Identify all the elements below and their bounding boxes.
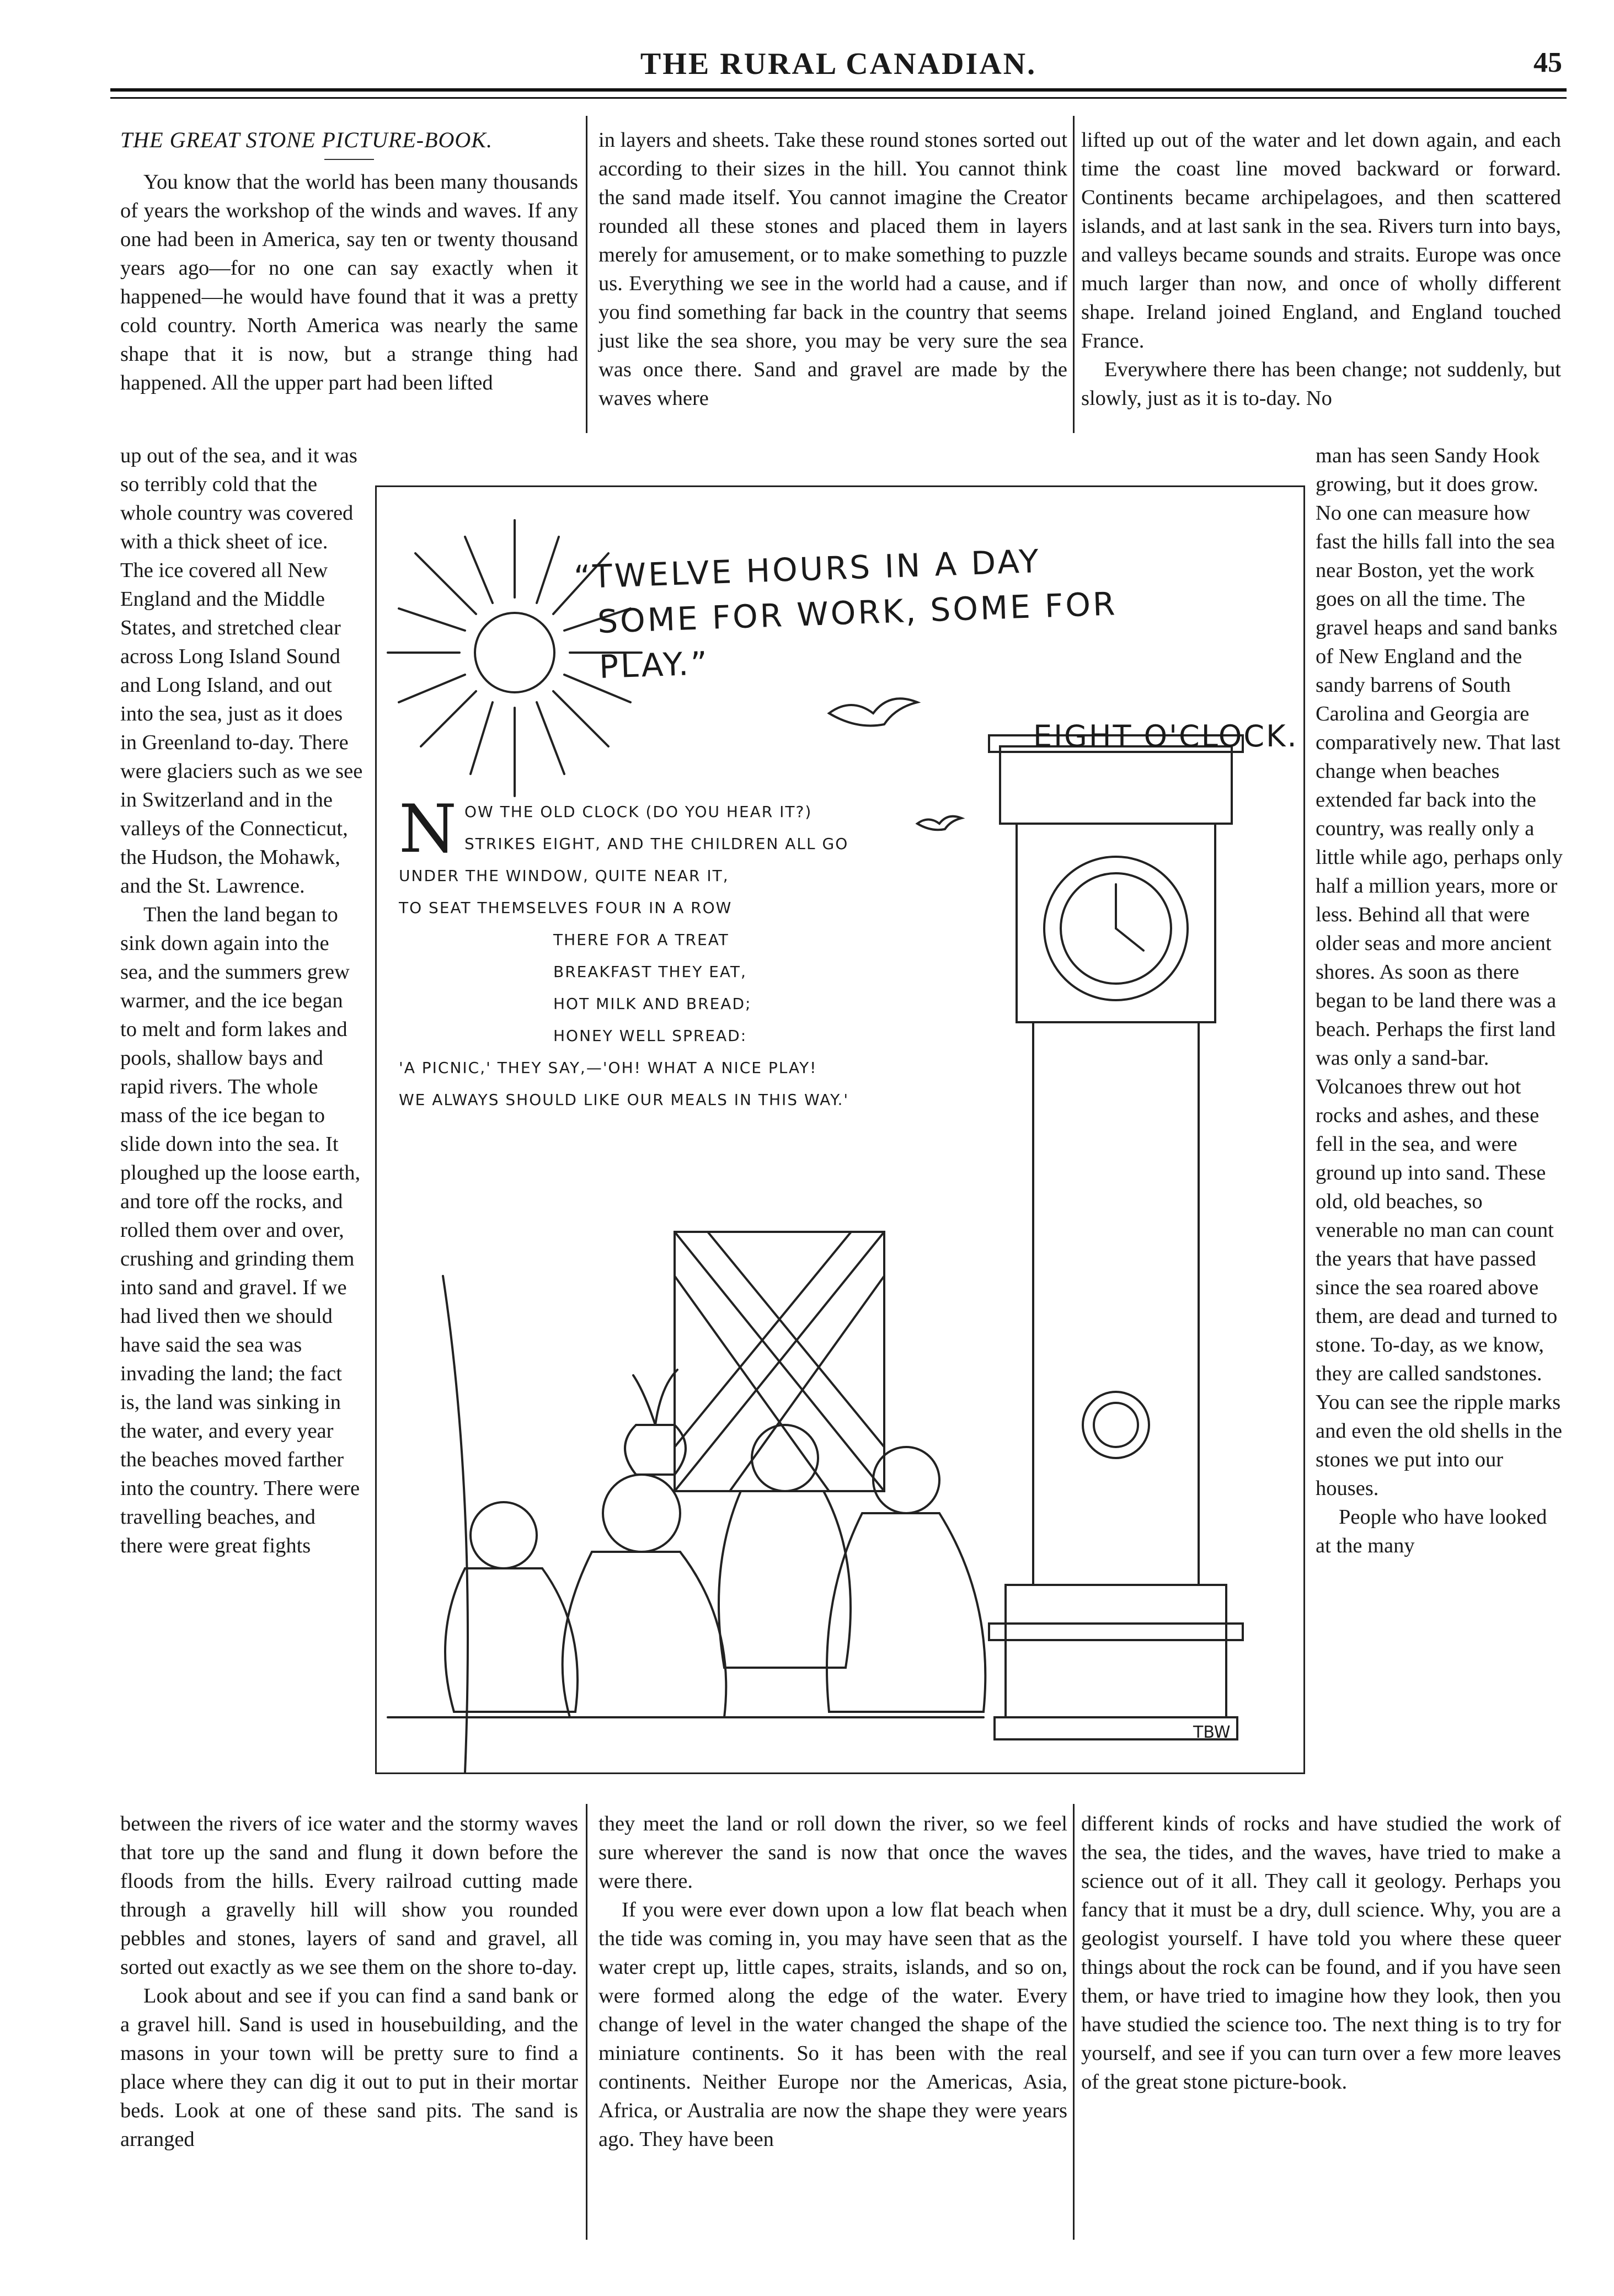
paragraph: lifted up out of the water and let down again, and each time the coast line moved backward or forward. Continents became archipelagoes, and then scattered islands, and at last sank in the sea. Rivers turn into bays, and valleys became sounds and straits. Europe was once much larger than now, and once of wholly different shape. Ireland joined England, and England touched France. — [1081, 129, 1561, 353]
column-divider-2-top — [1073, 116, 1075, 433]
paragraph: You know that the world has been many thousands of years the workshop of the winds and waves. If any one had been in America, say ten or twenty thousand years ago—for no one can say exactly when it happened—he would have found that it was a pretty cold country. North America was nearly the same shape that it is now, but a strange thing had happened. All the upper part had been lifted — [120, 170, 578, 394]
paragraph: man has seen Sandy Hook growing, but it does grow. No one can measure how fast the hills fall into the sea near Boston, yet the work goes on all the time. The gravel heaps and sand banks of New England and the sandy barrens of South Carolina and Georgia are comparatively new. That last change when beaches extended far back into the country, was really only a little while ago, perhaps only half a million years, more or less. Behind all that were older seas and more ancient shores. As soon as there began to be land there was a beach. Perhaps the first land was only a sand-bar. Volcanoes threw out hot rocks and ashes, and these fell in the sea, and were ground up into sand. These old, old beaches, so venerable no man can count the years that have passed since the sea roared above them, are dead and turned to stone. To-day, as we know, they are called sandstones. You can see the ripple marks and even the old shells in the stones we put into our houses. — [1316, 444, 1563, 1500]
page-number: 45 — [1533, 47, 1562, 78]
paragraph: in layers and sheets. Take these round stones sorted out according to their sizes in the hill. You cannot think the sand made itself. You cannot imagine the Creator rounded all these stones and placed them in layers merely for amusement, or to make something to puzzle us. Everything we see in the world had a cause, and if you find something far back in the country that seems just like the sea shore, you may be very sure the sea was once there. Sand and gravel are made by the waves where — [598, 129, 1067, 410]
poem-line: UNDER THE WINDOW, QUITE NEAR IT, — [399, 867, 729, 885]
paragraph: Look about and see if you can find a sand bank or a gravel hill. Sand is used in housebuilding, and the masons in your town will be pretty sure to find a place where they can dig it out to put in their mortar beds. Look at one of these sand pits. The sand is arranged — [120, 1984, 578, 2151]
header-rule — [110, 88, 1567, 92]
illustration-motto — [573, 536, 1129, 691]
poem-line: HOT MILK AND BREAD; — [553, 995, 752, 1013]
motto-line-2: SOME FOR WORK, SOME FOR PLAY.” — [597, 585, 1118, 686]
masthead-title: THE RURAL CANADIAN. — [640, 47, 1037, 81]
article-column-1-top — [120, 126, 578, 397]
illustration-poem — [399, 791, 995, 1116]
poem-line: OW THE OLD CLOCK (DO YOU HEAR IT?) — [464, 803, 813, 821]
children-drawing — [445, 1425, 985, 1717]
title-rule — [324, 159, 374, 160]
motto-line-1: “TWELVE HOURS IN A DAY — [573, 542, 1041, 596]
poem-line: 'A PICNIC,' THEY SAY,—'OH! WHAT A NICE PLAY! — [399, 1059, 817, 1077]
article-column-2-bottom — [598, 1809, 1067, 2154]
clock-caption: EIGHT O'CLOCK. — [1033, 719, 1298, 754]
window-drawing — [625, 1232, 884, 1491]
column-divider-2-bottom — [1073, 1804, 1075, 2240]
paragraph: up out of the sea, and it was so terribly cold that the whole country was covered with a thick sheet of ice. The ice covered all New England and the Middle States, and stretched clear across Long Island Sound and Long Island, and out into the sea, just as it does in Greenland to-day. There were glaciers such as we see in Switzerland and in the valleys of the Connecticut, the Hudson, the Mohawk, and the St. Lawrence. — [120, 444, 363, 898]
article-column-1-bottom — [120, 1809, 578, 2154]
illustration-frame — [375, 485, 1305, 1774]
column-divider-1-top — [586, 116, 587, 433]
article-column-3-narrow — [1316, 441, 1564, 1560]
bird-icon — [829, 698, 917, 725]
grandfather-clock-drawing — [989, 735, 1243, 1739]
article-title: THE GREAT STONE PICTURE-BOOK. — [120, 127, 493, 152]
poem-line: HONEY WELL SPREAD: — [553, 1027, 747, 1045]
article-column-2-top — [598, 126, 1067, 413]
page-header — [110, 46, 1567, 85]
paragraph: People who have looked at the many — [1316, 1505, 1547, 1557]
paragraph: they meet the land or roll down the river, so we feel sure wherever the sand is now that once the waves were there. — [598, 1812, 1067, 1893]
poem-line: WE ALWAYS SHOULD LIKE OUR MEALS IN THIS WAY.' — [399, 1091, 849, 1109]
paragraph: between the rivers of ice water and the stormy waves that tore up the sand and flung it down before the floods from the hills. Every railroad cutting made through a gravelly hill will show you rounded pebbles and stones, layers of sand and gravel, all sorted out exactly as we see them on the shore to-day. — [120, 1812, 578, 1979]
poem-line: BREAKFAST THEY EAT, — [553, 963, 747, 981]
poem-dropcap: N — [399, 791, 458, 868]
poem-line: THERE FOR A TREAT — [553, 931, 729, 949]
paragraph: Then the land began to sink down again into the sea, and the summers grew warmer, and the ice began to melt and form lakes and pools, shallow bays and rapid rivers. The whole mass of the ice began to slide down into the sea. It ploughed up the loose earth, and tore off the rocks, and rolled them over and over, crushing and grinding them into sand and gravel. If we had lived then we should have said the sea was invading the land; the fact is, the land was sinking in the water, and every year the beaches moved farther into the country. There were travelling beaches, and there were great fights — [120, 903, 361, 1557]
artist-signature: TBW — [1193, 1723, 1231, 1742]
article-column-3-top — [1081, 126, 1561, 413]
paragraph: different kinds of rocks and have studied the work of the sea, the tides, and the waves, have tried to make a science out of it all. They call it geology. Perhaps you fancy that it must be a dry, dull science. Why, you are a geologist yourself. I have told you where these queer things about the rock can be found, and if you have seen them, or have tried to imagine how they look, then you have studied the science too. The next thing is to try for yourself, and see if you can turn over a few more leaves of the great stone picture-book. — [1081, 1812, 1561, 2094]
column-divider-1-bottom — [586, 1804, 587, 2240]
poem-line: STRIKES EIGHT, AND THE CHILDREN ALL GO — [464, 835, 849, 853]
article-column-3-bottom — [1081, 1809, 1561, 2096]
poem-line: TO SEAT THEMSELVES FOUR IN A ROW — [399, 899, 733, 917]
paragraph: If you were ever down upon a low flat beach when the tide was coming in, you may have seen that as the water crept up, little capes, straits, islands, and so on, were formed along the edge of the water. Every change of level in the water changed the shape of the miniature continents. So it has been with the real continents. Neither Europe nor the Americas, Asia, Africa, or Australia are now the shape they were years ago. They have been — [598, 1898, 1067, 2151]
sun-icon — [475, 613, 554, 692]
article-column-1-narrow — [120, 441, 363, 1560]
header-rule-thin — [110, 97, 1567, 99]
paragraph: Everywhere there has been change; not suddenly, but slowly, just as it is to-day. No — [1081, 358, 1561, 410]
